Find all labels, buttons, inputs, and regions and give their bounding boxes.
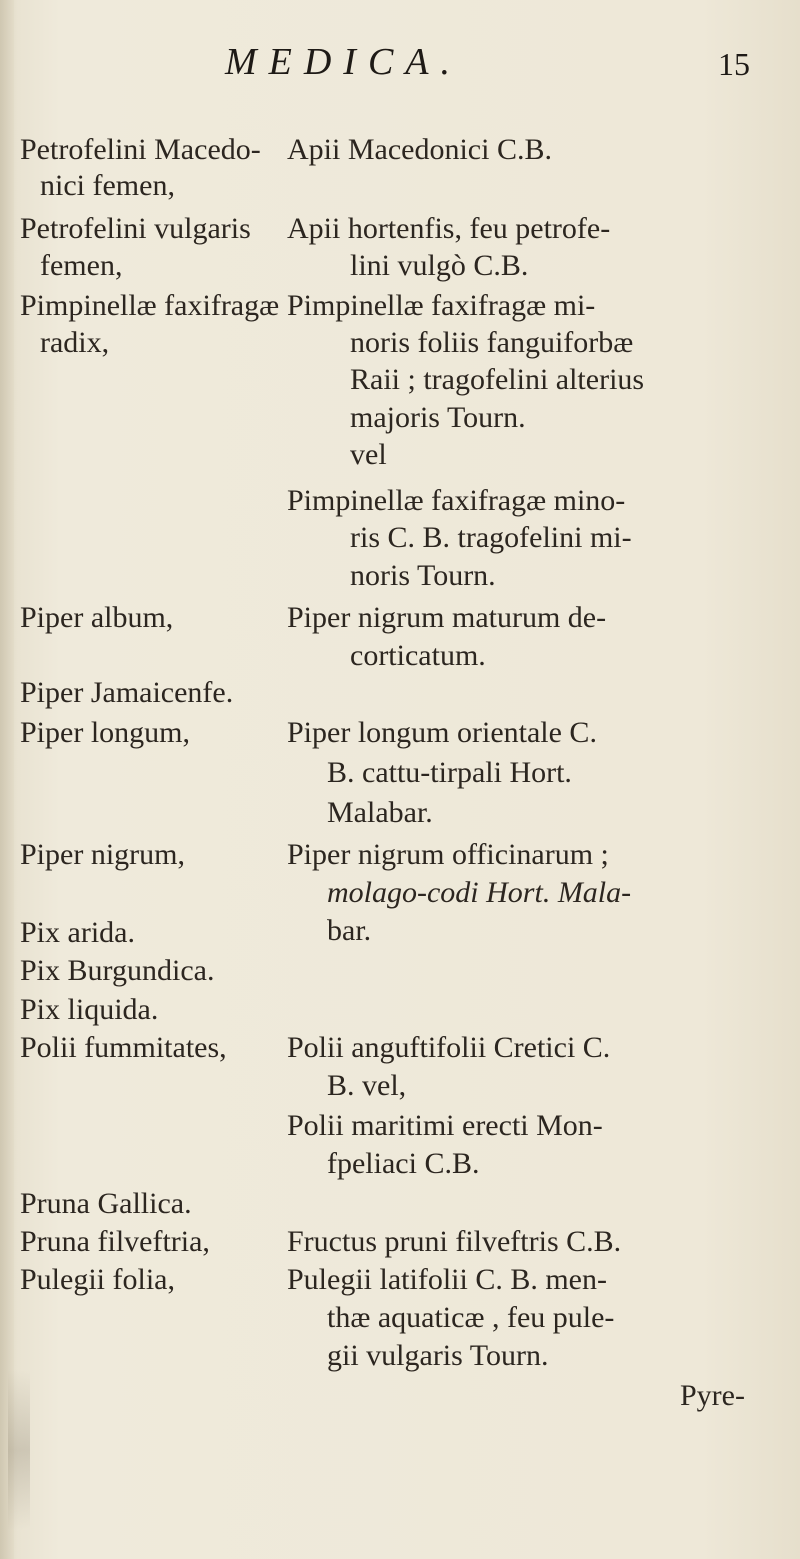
left-entry: Pix arida. [20, 916, 135, 949]
right-entry: B. cattu-tirpali Hort. [327, 756, 572, 789]
left-entry: Petrofelini vulgaris [20, 212, 251, 245]
paper-smudge [8, 1370, 30, 1530]
right-entry: Piper nigrum officinarum ; [287, 838, 609, 871]
right-entry: B. vel, [327, 1069, 407, 1102]
left-entry: femen, [40, 249, 123, 282]
left-entry: Piper longum, [20, 716, 190, 749]
left-entry: Pix liquida. [20, 993, 159, 1026]
right-entry: noris Tourn. [350, 559, 496, 592]
running-head-title: MEDICA. [225, 41, 463, 83]
right-entry: Pimpinellæ faxifragæ mi- [287, 289, 596, 322]
right-entry: vel [350, 438, 387, 471]
right-entry: Raii ; tragofelini alterius [350, 363, 645, 396]
right-entry: gii vulgaris Tourn. [327, 1339, 549, 1372]
left-entry: nici femen, [40, 169, 175, 202]
right-entry: molago-codi Hort. Mala- [327, 876, 632, 909]
right-entry: Malabar. [327, 796, 433, 829]
right-entry: Pimpinellæ faxifragæ mino- [287, 484, 626, 517]
right-entry: fpeliaci C.B. [327, 1147, 480, 1180]
left-entry: Petrofelini Macedo- [20, 133, 261, 166]
right-entry: bar. [327, 914, 372, 947]
left-entry: Pulegii folia, [20, 1263, 175, 1296]
left-entry: Piper album, [20, 601, 174, 634]
page-number: 15 [718, 46, 750, 82]
left-entry: radix, [40, 326, 110, 359]
right-entry: corticatum. [350, 639, 486, 672]
right-entry: Fructus pruni filveftris C.B. [287, 1225, 622, 1258]
right-entry: ris C. B. tragofelini mi- [350, 521, 632, 554]
left-entry: Pruna Gallica. [20, 1187, 192, 1220]
right-entry: noris foliis fanguiforbæ [350, 326, 634, 359]
left-entry: Pix Burgundica. [20, 954, 215, 987]
right-entry: Piper longum orientale C. [287, 716, 597, 749]
right-entry: thæ aquaticæ , feu pule- [327, 1301, 615, 1334]
left-entry: Polii fummitates, [20, 1031, 227, 1064]
right-entry: Apii hortenfis, feu petrofe- [287, 212, 611, 245]
left-entry: Pimpinellæ faxifragæ [20, 289, 280, 322]
left-entry: Piper nigrum, [20, 838, 185, 871]
right-entry: Pulegii latifolii C. B. men- [287, 1263, 607, 1296]
page-gutter-shadow [0, 0, 14, 1559]
left-entry: Piper Jamaicenfe. [20, 676, 234, 709]
right-entry: Polii anguftifolii Cretici C. [287, 1031, 611, 1064]
right-entry: Apii Macedonici C.B. [287, 133, 552, 166]
right-entry: majoris Tourn. [350, 401, 526, 434]
right-entry: Piper nigrum maturum de- [287, 601, 607, 634]
running-head [0, 40, 800, 90]
catchword: Pyre- [680, 1379, 745, 1412]
right-entry: Polii maritimi erecti Mon- [287, 1109, 603, 1142]
right-entry: lini vulgò C.B. [350, 249, 529, 282]
left-entry: Pruna filveftria, [20, 1225, 210, 1258]
